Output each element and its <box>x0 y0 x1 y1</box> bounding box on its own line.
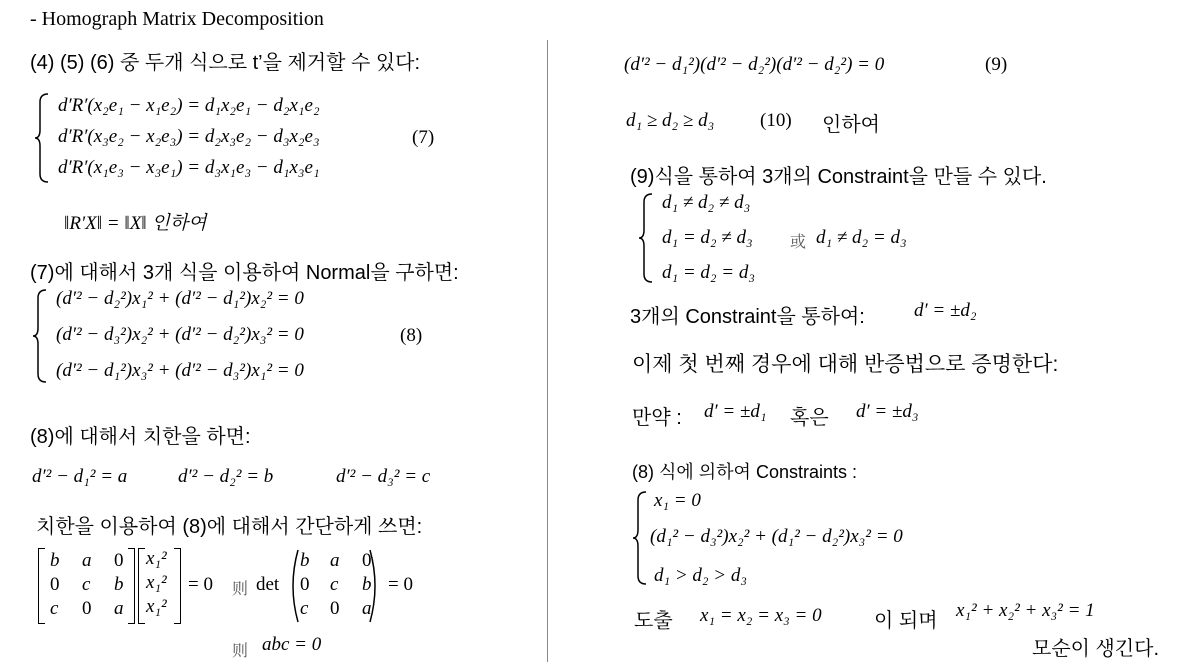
text-becomes: 이 되며 <box>874 610 938 632</box>
left-brace-system-7 <box>34 92 54 184</box>
text-or: 혹은 <box>790 407 829 429</box>
eq7-row-3: d′R′(x₁e₃ − x₃e₁) = d₃x₁e₃ − d₁x₃e₁ <box>58 157 320 178</box>
eq8-row-3: (d′² − d₁²)x₃² + (d′² − d₃²)x₁² = 0 <box>56 360 304 381</box>
d-prime-eq-d3: d′ = ±d₃ <box>856 401 919 422</box>
section-title: - Homograph Matrix Decomposition <box>30 8 324 30</box>
constraint-row-1: x₁ = 0 <box>654 490 701 511</box>
constraint-case-3: d₁ = d₂ = d₃ <box>662 262 755 283</box>
matrix-cell: a <box>114 598 124 619</box>
abc-equation: abc = 0 <box>262 634 322 655</box>
text-derive: 도출 <box>634 610 673 632</box>
vector-right-bracket <box>174 548 181 624</box>
det-cell: a <box>362 598 372 619</box>
left-brace-system-8 <box>32 288 52 384</box>
norm-equation: ‖R′X‖ = ‖X‖ 인하여 <box>64 213 207 234</box>
det-cell: b <box>362 574 372 595</box>
det-cell: 0 <box>300 574 310 595</box>
matrix-cell: 0 <box>82 598 92 619</box>
text-contradiction: 모순이 생긴다. <box>1032 638 1160 660</box>
constraint-case-2b: d₁ ≠ d₂ = d₃ <box>816 227 907 248</box>
eq9: (d′² − d₁²)(d′² − d₂²)(d′² − d₂²) = 0 <box>624 54 885 75</box>
left-brace-constraints-system <box>632 490 652 586</box>
text-line-via-constraints: 3개의 Constraint을 통하여: <box>630 306 865 328</box>
text-line-substitute: (8)에 대해서 치한을 하면: <box>30 426 251 448</box>
d-prime-eq-d1: d′ = ±d₁ <box>704 401 767 422</box>
eq7-number: (7) <box>412 127 435 148</box>
text-line-constraints: (9)식을 통하여 3개의 Constraint을 만들 수 있다. <box>630 166 1047 188</box>
det-cell: a <box>330 550 340 571</box>
or-char: 或 <box>790 232 807 251</box>
subst-a: d′² − d₁² = a <box>32 466 128 487</box>
constraint-case-1: d₁ ≠ d₂ ≠ d₃ <box>662 192 751 213</box>
matrix-cell: b <box>114 574 124 595</box>
eq8-number: (8) <box>400 325 423 346</box>
eq8-row-2: (d′² − d₃²)x₂² + (d′² − d₂²)x₃² = 0 <box>56 324 304 345</box>
unit-norm-equation: x₁² + x₂² + x₃² = 1 <box>956 600 1095 621</box>
det-left-paren <box>286 548 300 624</box>
then-char-2: 则 <box>232 641 249 660</box>
eq7-row-1: d′R′(x₂e₁ − x₁e₂) = d₁x₂e₁ − d₂x₁e₂ <box>58 95 320 116</box>
det-cell: 0 <box>362 550 372 571</box>
eq10-text: 인하여 <box>822 114 880 136</box>
text-line-by-eq8: (8) 식에 의하여 Constraints : <box>632 462 857 482</box>
matrix-cell: a <box>82 550 92 571</box>
text-line-eliminate: (4) (5) (6) 중 두개 식으로 t’을 제거할 수 있다: <box>30 52 421 74</box>
det-cell: 0 <box>330 598 340 619</box>
det-eq-zero: = 0 <box>388 574 413 595</box>
det-cell: c <box>330 574 339 595</box>
vector-cell: x₁² <box>146 548 167 569</box>
matrix-cell: c <box>50 598 59 619</box>
eq7-row-2: d′R′(x₃e₂ − x₂e₃) = d₂x₃e₂ − d₃x₂e₃ <box>58 126 320 147</box>
matrix-cell: b <box>50 550 60 571</box>
constraint-row-2: (d₁² − d₃²)x₂² + (d₁² − d₂²)x₃² = 0 <box>650 526 903 547</box>
det-cell: c <box>300 598 309 619</box>
constraint-row-3: d₁ > d₂ > d₃ <box>654 565 747 586</box>
eq10-number: (10) <box>760 110 792 131</box>
vector-cell: x₁² <box>146 572 167 593</box>
column-divider <box>547 40 548 662</box>
matrix-right-bracket <box>128 548 135 624</box>
text-if: 만약 : <box>632 407 682 429</box>
det-label: det <box>256 574 280 595</box>
vector-cell: x₁² <box>146 596 167 617</box>
d-prime-eq-d2: d′ = ±d₂ <box>914 300 977 321</box>
text-line-contradiction: 이제 첫 번째 경우에 대해 반증법으로 증명한다: <box>632 353 1059 376</box>
constraint-case-2a: d₁ = d₂ ≠ d₃ <box>662 227 753 248</box>
text-line-normal: (7)에 대해서 3개 식을 이용하여 Normal을 구하면: <box>30 262 459 284</box>
subst-c: d′² − d₃² = c <box>336 466 431 487</box>
matrix-eq-zero: = 0 <box>188 574 213 595</box>
eq9-number: (9) <box>985 54 1008 75</box>
text-line-simplify: 치한을 이용하여 (8)에 대해서 간단하게 쓰면: <box>36 516 423 538</box>
eq10: d₁ ≥ d₂ ≥ d₃ <box>626 110 715 131</box>
eq8-row-1: (d′² − d₂²)x₁² + (d′² − d₁²)x₂² = 0 <box>56 288 304 309</box>
matrix-cell: 0 <box>114 550 124 571</box>
x-all-zero: x₁ = x₂ = x₃ = 0 <box>700 605 822 626</box>
matrix-left-bracket <box>38 548 45 624</box>
vector-left-bracket <box>138 548 145 624</box>
left-brace-constraints <box>638 192 658 284</box>
matrix-cell: 0 <box>50 574 60 595</box>
subst-b: d′² − d₂² = b <box>178 466 274 487</box>
then-char: 则 <box>232 579 249 598</box>
matrix-cell: c <box>82 574 91 595</box>
det-cell: b <box>300 550 310 571</box>
